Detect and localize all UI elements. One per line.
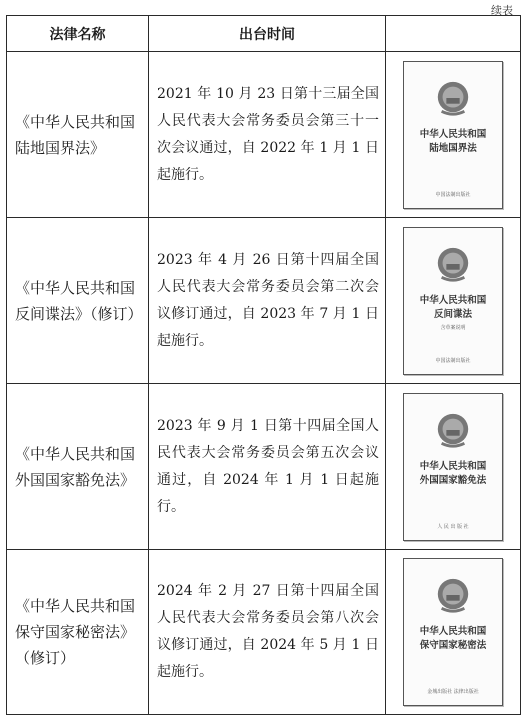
header-release-date: 出台时间 (149, 16, 386, 52)
book-publisher: 金城出版社 法律出版社 (427, 689, 479, 695)
release-info: 2024 年 2 月 27 日第十四届全国人民代表大会常务委员会第八次会议修订通过，自 2024 年 5 月 1 日起施行。 (149, 550, 386, 715)
header-cover (386, 16, 521, 52)
book-publisher: 中国法制出版社 (435, 191, 471, 198)
book-title-line2: 陆地国界法 (429, 142, 477, 154)
book-title-line1: 中华人民共和国 (419, 460, 487, 472)
book-title-line2: 反间谍法 (433, 308, 472, 320)
book-cover-cell (386, 52, 521, 218)
book-cover (403, 393, 503, 541)
book-title-line1: 中华人民共和国 (419, 294, 487, 306)
book-title (404, 625, 502, 653)
table-row (7, 52, 521, 218)
national-emblem-icon (434, 410, 472, 450)
book-publisher: 人 民 出 版 社 (437, 523, 469, 530)
book-cover-cell (386, 550, 521, 715)
table-row (7, 384, 521, 550)
book-title-line1: 中华人民共和国 (419, 128, 487, 140)
table-header-row (7, 16, 521, 52)
national-emblem-icon (434, 78, 472, 118)
law-name: 《中华人民共和国陆地国界法》 (7, 52, 149, 218)
book-title (404, 460, 502, 488)
book-title-line2: 外国国家豁免法 (419, 474, 487, 486)
national-emblem-icon (434, 244, 472, 284)
release-info: 2023 年 9 月 1 日第十四届全国人民代表大会常务委员会第五次会议通过，自 2024 年 1 月 1 日起施行。 (149, 384, 386, 550)
law-name: 《中华人民共和国外国国家豁免法》 (7, 384, 149, 550)
table-row (7, 218, 521, 384)
law-table (6, 15, 521, 715)
book-cover (403, 558, 503, 706)
law-name: 《中华人民共和国反间谍法》（修订） (7, 218, 149, 384)
book-cover (403, 61, 503, 209)
table-row (7, 550, 521, 715)
header-law-name: 法律名称 (7, 16, 149, 52)
release-info: 2021 年 10 月 23 日第十三届全国人民代表大会常务委员会第三十一次会议通过，自 2022 年 1 月 1 日起施行。 (149, 52, 386, 218)
law-name: 《中华人民共和国保守国家秘密法》（修订） (7, 550, 149, 715)
book-title-line1: 中华人民共和国 (419, 626, 487, 637)
book-subtitle: 含草案说明 (440, 324, 466, 331)
book-title (404, 294, 502, 322)
book-cover-cell (386, 384, 521, 550)
continued-label: 续表 (491, 4, 513, 17)
book-cover-cell (386, 218, 521, 384)
book-publisher: 中国法制出版社 (435, 357, 471, 364)
national-emblem-icon (434, 575, 472, 615)
book-title-line2: 保守国家秘密法 (419, 640, 487, 651)
release-info: 2023 年 4 月 26 日第十四届全国人民代表大会常务委员会第二次会议修订通过，自 2023 年 7 月 1 日起施行。 (149, 218, 386, 384)
book-title (404, 128, 502, 156)
book-cover (403, 227, 503, 375)
